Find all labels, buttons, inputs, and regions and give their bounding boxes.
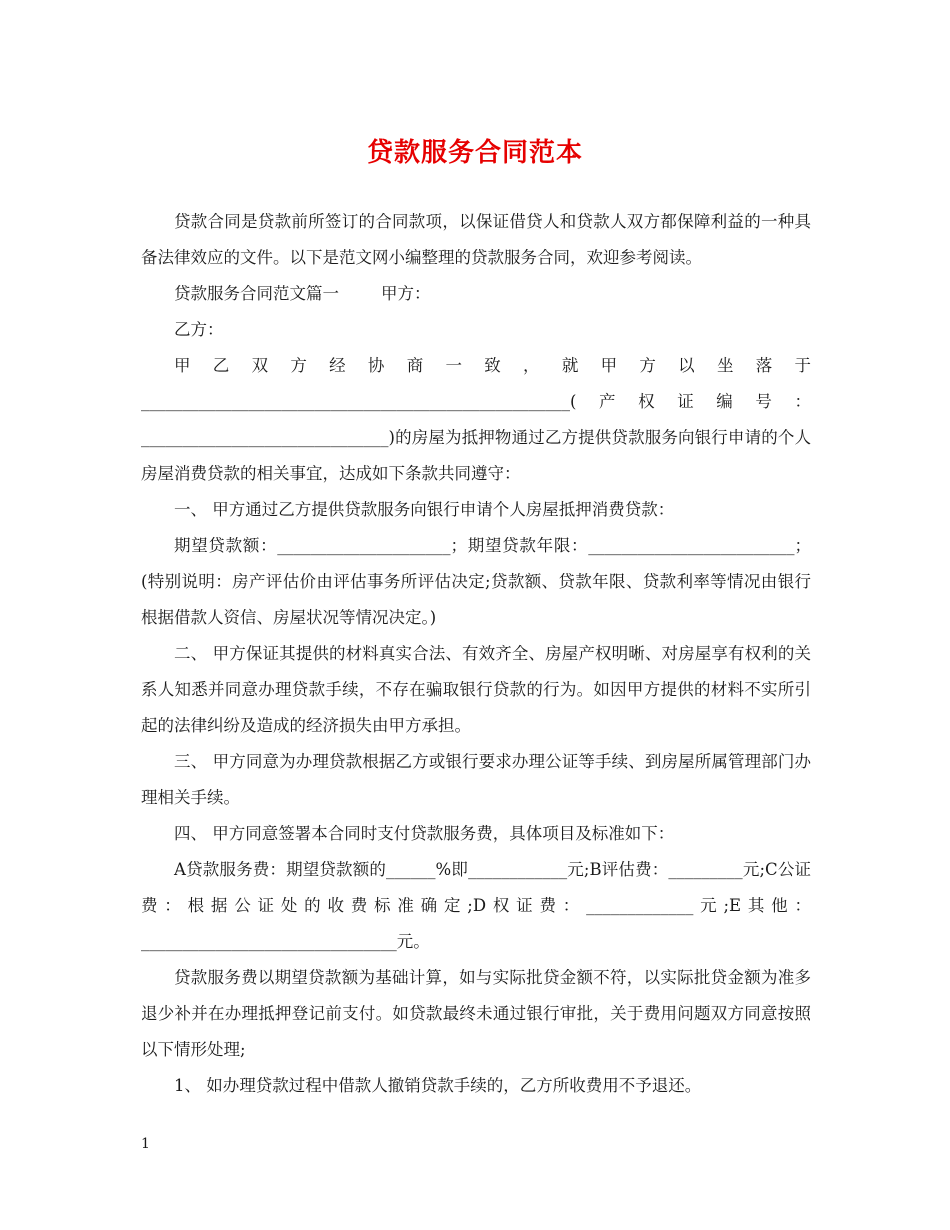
case-one-paragraph: 1、 如办理贷款过程中借款人撤销贷款手续的，乙方所收费用不予退还。 bbox=[174, 1076, 702, 1095]
clause-four: 四、 甲方同意签署本合同时支付贷款服务费，具体项目及标准如下： bbox=[174, 824, 675, 843]
agreement-paragraph: 甲乙双方经协商一致，就甲方以坐落于____________________________________________________(产权证编号：______________________________)的房屋为抵押物通过乙方提供贷款服务向银行申请的个人房屋消费贷款的相关事宜，达成如下条款共同遵守： bbox=[141, 356, 811, 483]
party-a-label: 甲方： bbox=[381, 284, 431, 303]
clause-two: 二、 甲方保证其提供的材料真实合法、有效齐全、房屋产权明晰、对房屋享有权利的关系人知悉并同意办理贷款手续，不存在骗取银行贷款的行为。如因甲方提供的材料不实所引起的法律纠纷及造成的经济损失由甲方承担。 bbox=[141, 644, 811, 735]
clause-three: 三、 甲方同意为办理贷款根据乙方或银行要求办理公证等手续、到房屋所属管理部门办理相关手续。 bbox=[141, 752, 811, 807]
page-number: 1 bbox=[141, 1136, 150, 1152]
document-body bbox=[141, 204, 811, 1104]
clause-one: 一、 甲方通过乙方提供贷款服务向银行申请个人房屋抵押消费贷款： bbox=[174, 500, 675, 519]
loan-expectation-paragraph: 期望贷款额：_____________________；期望贷款年限：_________________________；(特别说明：房产评估价由评估事务所评估决定;贷款额、贷款年限、贷款利率等情况由银行根据借款人资信、房屋状况等情况决定。) bbox=[141, 536, 811, 627]
document-title: 贷款服务合同范本 bbox=[366, 138, 583, 168]
fee-settlement-paragraph: 贷款服务费以期望贷款额为基础计算，如与实际批贷金额不符，以实际批贷金额为准多退少补并在办理抵押登记前支付。如贷款最终未通过银行审批，关于费用问题双方同意按照以下情形处理; bbox=[141, 968, 811, 1059]
section-heading: 贷款服务合同范文篇一 bbox=[174, 284, 339, 303]
fee-items-paragraph: A贷款服务费：期望贷款额的______%即____________元;B评估费：_________元;C公证费：根据公证处的收费标准确定;D权证费：_____________元;E其他：_______________________________元。 bbox=[141, 860, 811, 951]
section-heading-line bbox=[141, 276, 811, 312]
party-b-label: 乙方： bbox=[174, 320, 224, 339]
intro-paragraph: 贷款合同是贷款前所签订的合同款项，以保证借贷人和贷款人双方都保障利益的一种具备法律效应的文件。以下是范文网小编整理的贷款服务合同，欢迎参考阅读。 bbox=[141, 212, 811, 267]
